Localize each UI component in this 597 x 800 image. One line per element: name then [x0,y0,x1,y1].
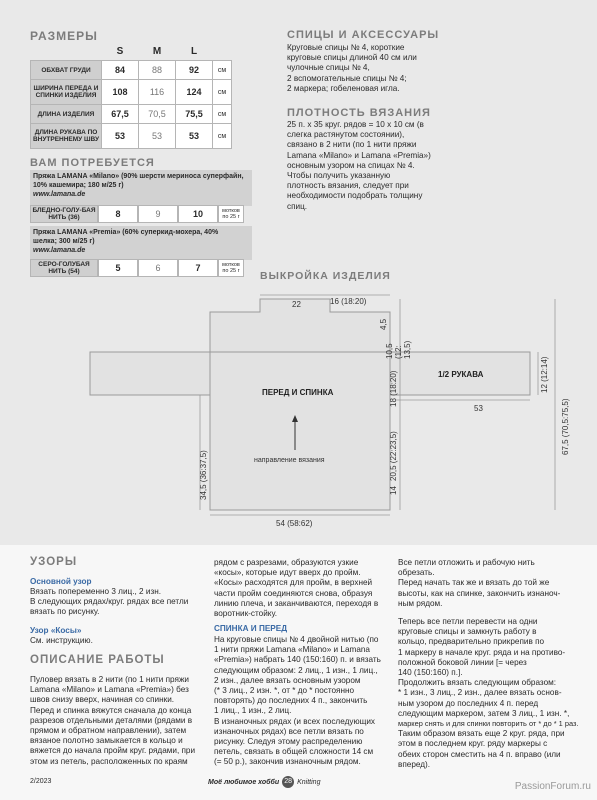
section-name: Knitting [297,778,321,786]
body-label: ПЕРЕД И СПИНКА [262,388,334,397]
left-sleeve [90,352,210,395]
magazine-name: Моё любимое хобби [208,778,280,786]
size-unit: см [213,105,232,124]
size-unit: см [213,80,232,105]
needles-title: СПИЦЫ И АКСЕССУАРЫ [287,29,440,41]
patterns-title: УЗОРЫ [30,556,78,568]
needles-text [287,43,457,94]
main-pattern-title: Основной узор [30,577,92,586]
text-line: круговые спицы длиной 40 см или [287,53,417,63]
text-line: плотность вязания, следует при [287,181,409,191]
text-line: чулочные спицы № 4, [287,63,370,73]
watermark: PassionForum.ru [514,781,591,792]
dim-left-height: 34,5 (36:37,5) [199,450,208,500]
text-line: швов снизу вверх, начиная со спинки. [30,695,175,705]
yarn-color: СЕРО-ГОЛУБАЯ НИТЬ (54) [30,259,98,277]
yarn1-row [30,205,244,225]
text-line: Все петли отложить и рабочую нить [398,558,535,567]
text-line: Теперь все петли перевести на одни [398,617,538,626]
text-line: В изнаночных рядах (и всех последующих [214,716,375,726]
text-line: маркер снять и для спинки повторить от * до * 1 раз. [398,719,579,729]
text-line: «косы», которые идут вверх до пройм. [214,568,361,578]
text-line: вязать по рисунку. [30,607,100,617]
size-value: 53 [102,124,139,149]
text-line: рисунку. Следуя этому распределению [214,737,363,747]
text-line: ным рядом. [398,598,443,608]
text-line: вяжется до начала пройм круг. рядами, при [30,746,196,756]
text-line: (= 50 р.), закончив изнаночным рядом. [214,757,361,767]
text-line: * 1 изн., 3 лиц., 2 изн., далее вязать основ- [398,688,562,698]
text-line: «Premia») набрать 140 (150:160) п. и вязать [214,655,381,665]
dim-neck-depth-a: 4,5 [379,318,388,330]
work-title: ОПИСАНИЕ РАБОТЫ [30,654,165,666]
schema-title: ВЫКРОЙКА ИЗДЕЛИЯ [260,270,391,282]
dim-total-height: 67,5 (70,5:75,5) [561,398,570,455]
dim-sleeve-height: 12 (12:14) [540,356,549,393]
text-line: этом в последнем круг. ряду маркеры с [398,739,548,749]
dim-side-b: 14 [389,486,398,495]
text-line: следующим образом: 2 лиц., 1 изн., 1 лиц., [214,665,378,675]
density-text [287,120,467,212]
materials-title: ВАМ ПОТРЕБУЕТСЯ [30,157,155,169]
text-line: этом из петель, расположенных по краям [30,756,188,766]
yarn-unit: мотков по 25 г [218,259,244,277]
text-line: Lamana «Milano» и Lamana «Premia») [287,150,431,160]
size-value: 75,5 [176,105,213,124]
size-row-label: ДЛИНА ИЗДЕЛИЯ [31,105,102,124]
yarn-value: 5 [98,259,138,277]
dim-shoulder: 16 (18:20) [330,297,367,306]
text-line: обрезать. [398,568,435,578]
pattern-schematic [0,285,597,535]
yarn-value: 6 [138,259,178,277]
text-line: необходимости подобрать толщину [287,191,423,201]
text-line: Продолжить вязать следующим образом: [398,678,557,688]
text-line: Перед начать так же и вязать до той же [398,578,550,588]
yarn-value: 10 [178,205,218,223]
size-value: 70,5 [139,105,176,124]
text-line: повторять) до последних 4 п., закончить [214,696,368,706]
yarn-color: БЛЕДНО-ГОЛУ-БАЯ НИТЬ (36) [30,205,98,223]
text-line: изнаночных рядах) все петли вязать по [214,726,364,736]
text-line: (* 3 лиц., 2 изн. *, от * до * постоянно [214,686,355,696]
size-value: 53 [176,124,213,149]
text-line: связано в 2 нити (по 1 нити пряжи [287,140,417,150]
text-line: части пройм соединяются снова, образуя [214,588,373,598]
sizes-title: РАЗМЕРЫ [30,29,98,43]
dim-side-a: 20,5 (22:23,5) [389,431,398,481]
text-line: обеих сторон сместить на 4 п. вправо (или [398,749,561,759]
text-line: Таким образом вязать еще 2 круг. ряда, при [398,729,565,739]
col3-text-1 [398,558,588,609]
size-col-m: M [152,45,162,57]
density-title: ПЛОТНОСТЬ ВЯЗАНИЯ [287,107,431,119]
size-row-label: ОБХВАТ ГРУДИ [31,61,102,80]
text-line: 140 (150:160) п.]. [398,668,463,678]
size-row-label: ДЛИНА РУКАВА ПО ВНУТРЕННЕМУ ШВУ [31,124,102,149]
col2-intro [214,558,394,619]
kosy-text: См. инструкцию. [30,636,93,645]
size-value: 108 [102,80,139,105]
dim-neck-depth-b: 10,5 [385,343,394,359]
text-line: 25 п. х 35 круг. рядов = 10 х 10 см (в [287,120,424,129]
text-line: прямом и обратном направлении), затем [30,726,187,736]
size-row-label: ШИРИНА ПЕРЕДА И СПИНКИ ИЗДЕЛИЯ [31,80,102,105]
text-line: вперед). [398,759,431,769]
yarn2-row [30,259,244,279]
text-line: Вязать попеременно 3 лиц., 2 изн. [30,587,161,596]
col3-text-2 [398,617,590,770]
text-line: ным узором до последних 4 п. перед [398,698,539,708]
text-line: вязаное полотно замыкается в кольцо и [30,736,183,746]
dim-neck-depth-d: 13,5) [403,340,412,359]
size-value: 124 [176,80,213,105]
size-col-s: S [116,45,124,57]
back-front-title: СПИНКА И ПЕРЕД [214,624,288,633]
yarn-site: www.lamana.de [33,191,86,198]
dim-neck: 22 [292,300,301,309]
text-line: линию плеча, и заканчиваются, переходя в [214,598,379,608]
dim-bottom-width: 54 (58:62) [276,519,313,528]
text-line: 2 вспомогательные спицы № 4; [287,73,407,83]
size-value: 84 [102,61,139,80]
text-line: воротник-стойку. [214,609,277,619]
text-line: Чтобы получить указанную [287,171,391,181]
text-line: петель, связать в общей сложности 14 см [214,747,374,757]
work-text [30,675,215,767]
yarn-desc: Пряжа LAMANA «Milano» (90% шерсти мериноса суперфайн, [33,173,244,180]
size-unit: см [213,61,232,80]
text-line: кольцо, предварительно прикрепив по [398,637,545,647]
text-line: Круговые спицы № 4, короткие [287,43,405,52]
text-line: Перед и спинка вяжутся сначала до конца [30,705,192,715]
yarn-value: 8 [98,205,138,223]
text-line: спиц. [287,201,308,211]
yarn-desc: шелка; 300 м/25 г) [33,238,95,245]
text-line: круговые спицы и замкнуть работу в [398,627,537,637]
text-line: основным узором на спицах № 4. [287,160,415,170]
text-line: 1 маркеру в начале круг. ряда и на противо- [398,647,566,657]
back-front-text [214,635,394,768]
main-pattern-text [30,587,210,618]
text-line: следующим маркером, затем 3 лиц., 1 изн. *, [398,708,570,718]
dim-neck-depth-c: (12: [394,345,403,359]
direction-label: направление вязания [254,457,325,464]
size-value: 67,5 [102,105,139,124]
magazine-footer [208,776,320,788]
text-line: высоты, как на спинке, закончить изнаноч- [398,588,561,598]
text-line: Lamana «Milano» и Lamana «Premia») без [30,685,189,695]
text-line: слегка растянутом состоянии), [287,130,405,140]
size-value: 116 [139,80,176,105]
yarn-desc: 10% кашемира; 180 м/25 г) [33,182,124,189]
yarn-site: www.lamana.de [33,247,86,254]
body-lower [210,352,390,510]
text-line: 1 лиц., 1 изн., 2 лиц. [214,706,292,716]
issue-number: 2/2023 [30,778,52,785]
size-col-l: L [190,45,198,57]
text-line: В следующих рядах/круг. рядах все петли [30,597,189,607]
text-line: разрезов отдельными деталями (рядами в [30,715,193,725]
page-number: 28 [282,776,294,788]
text-line: 2 маркера; гобеленовая игла. [287,83,400,93]
size-unit: см [213,124,232,149]
yarn1-description [30,170,252,206]
sleeve-label: 1/2 РУКАВА [438,370,484,379]
sizes-table [30,42,232,149]
text-line: Пуловер вязать в 2 нити (по 1 нити пряжи [30,675,190,684]
yarn-value: 7 [178,259,218,277]
kosy-title: Узор «Косы» [30,626,82,635]
text-line: На круговые спицы № 4 двойной нитью (по [214,635,379,644]
size-value: 88 [139,61,176,80]
text-line: рядом с разрезами, образуются узкие [214,558,359,567]
dim-armhole: 18 (18:20) [389,370,398,407]
dim-sleeve-length: 53 [474,404,483,413]
size-value: 92 [176,61,213,80]
yarn-desc: Пряжа LAMANA «Premia» (60% суперкид-мохера, 40% [33,229,219,236]
yarn-value: 9 [138,205,178,223]
yarn-unit: мотков по 25 г [218,205,244,223]
size-value: 53 [139,124,176,149]
yarn2-description [30,226,252,260]
text-line: «Косы» расходятся для пройм, в верхней [214,578,373,588]
text-line: 2 изн., далее вязать основным узором [214,675,361,685]
text-line: 1 нити пряжи Lamana «Milano» и Lamana [214,645,370,655]
text-line: положной боковой линии [= через [398,657,527,667]
